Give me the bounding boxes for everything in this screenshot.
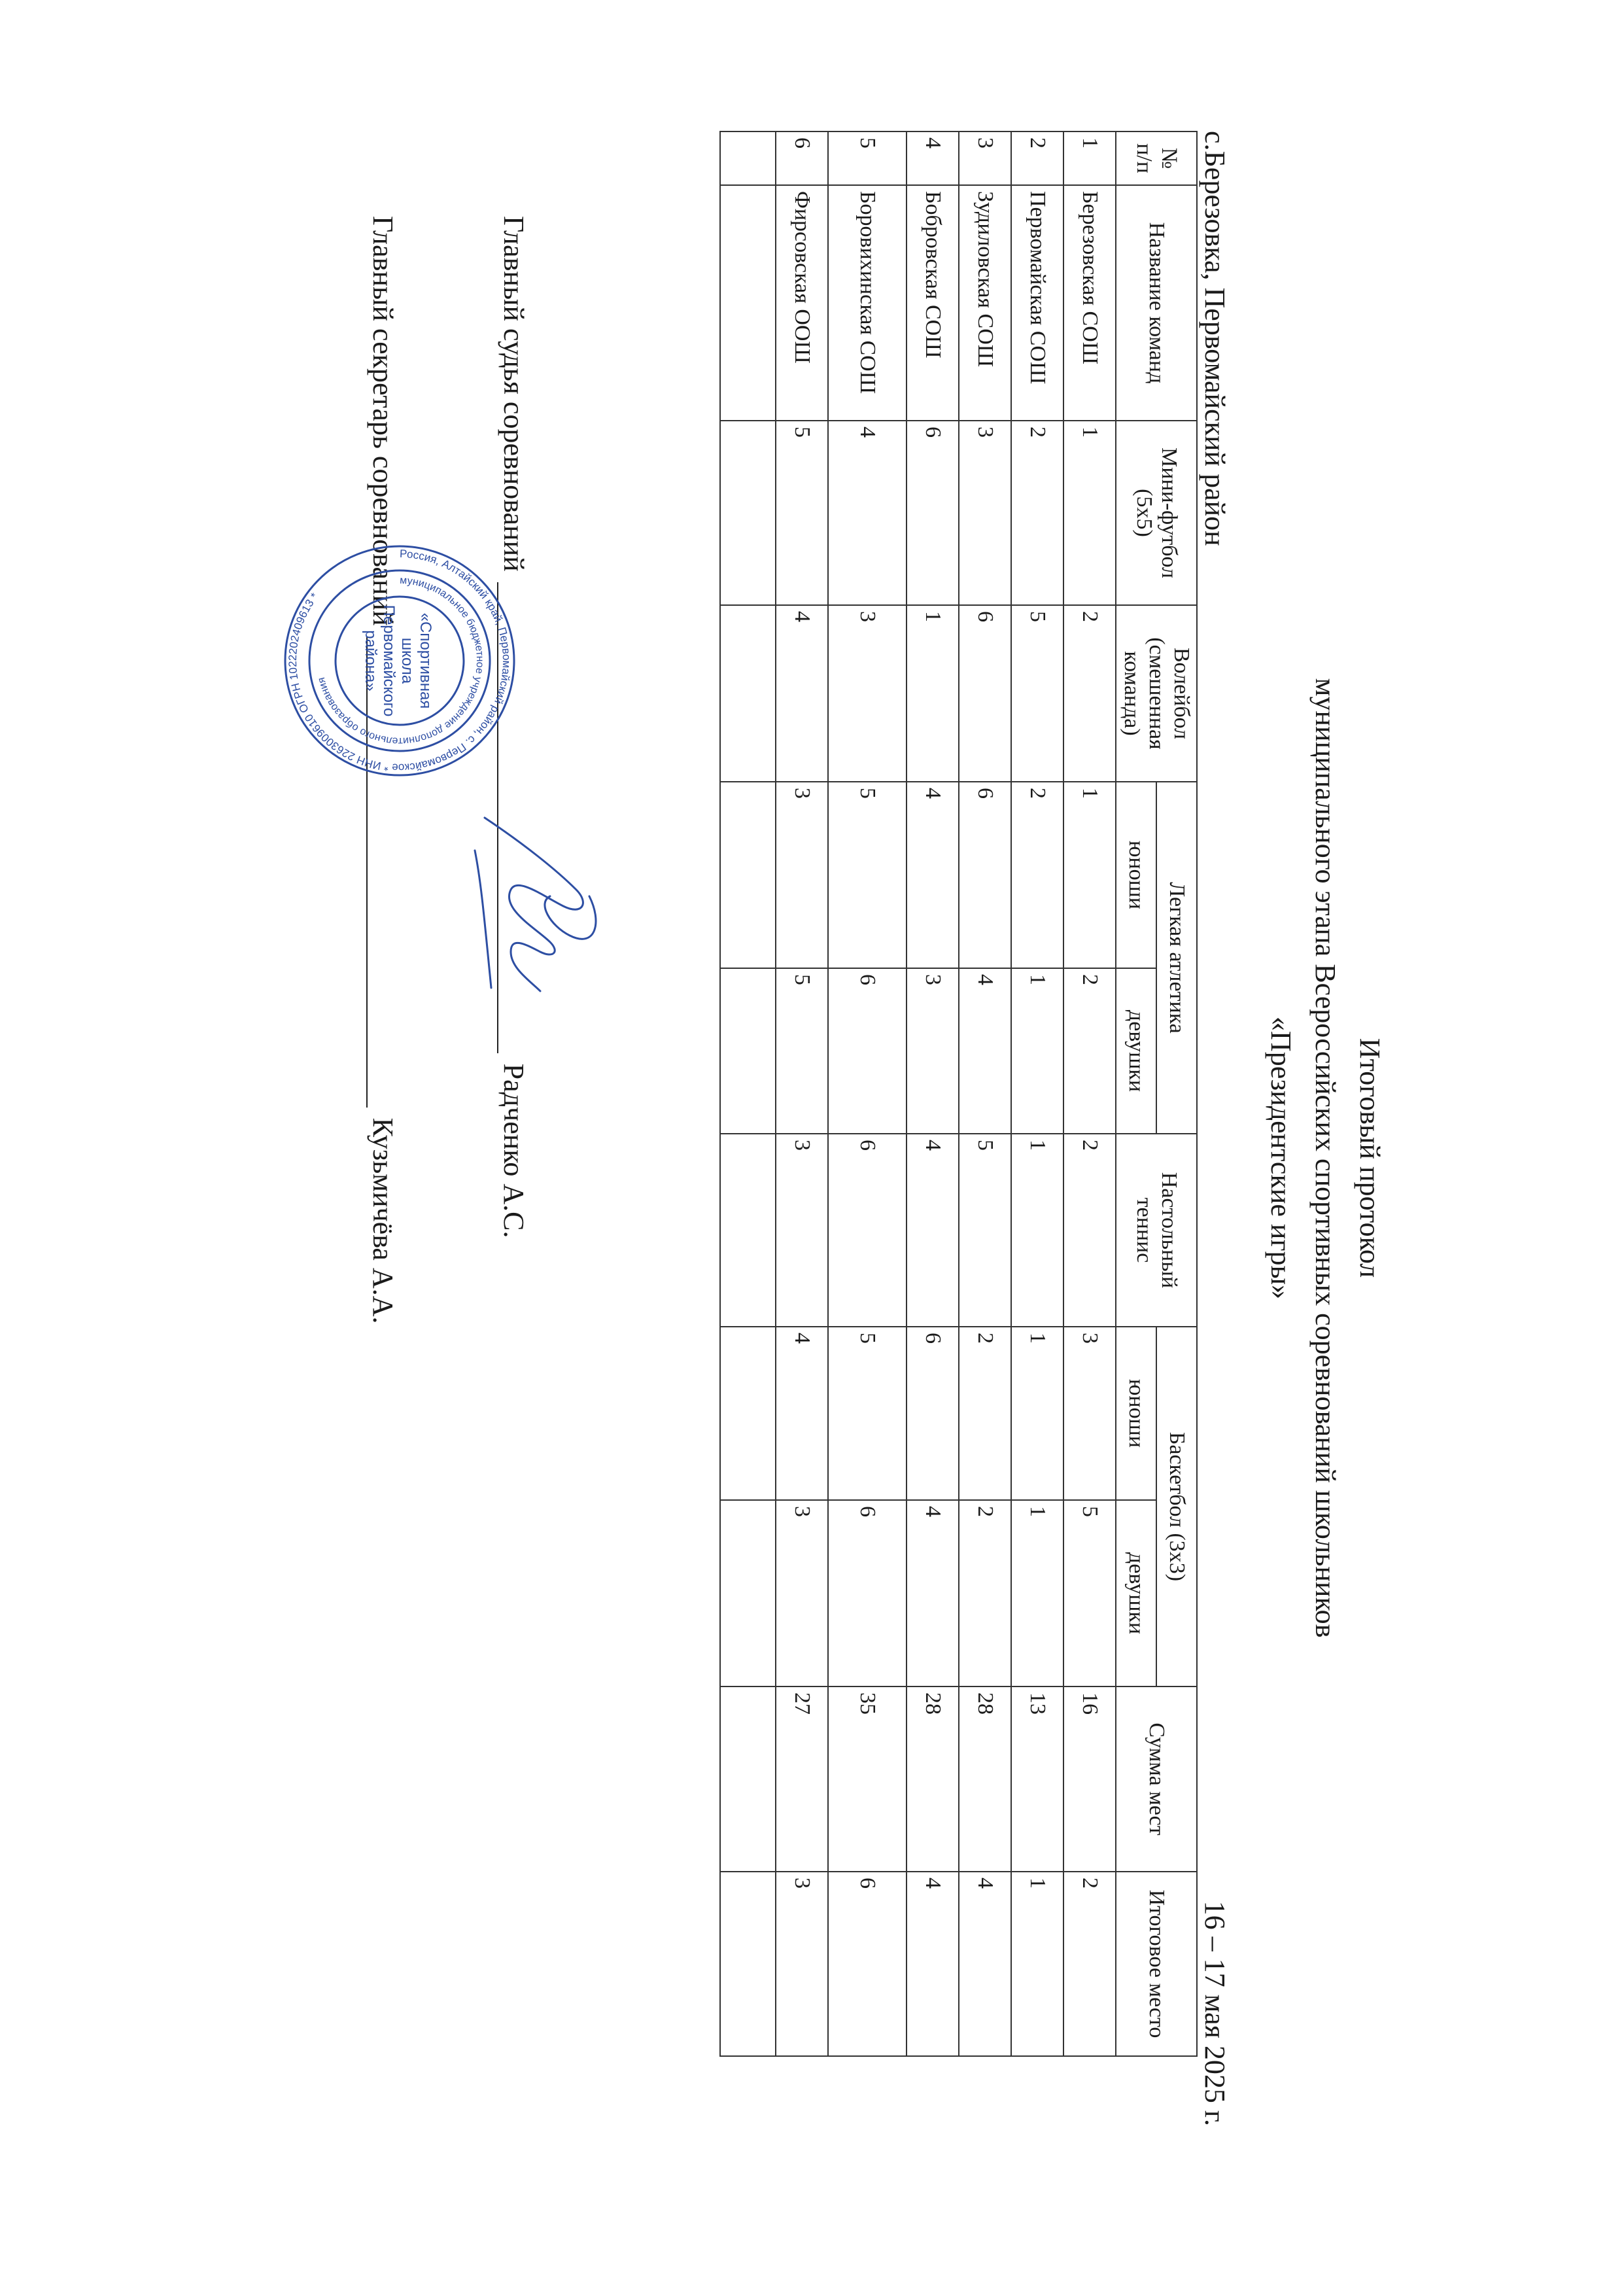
cell-athletics-boys: 5 xyxy=(828,782,907,968)
table-row xyxy=(1011,131,1063,2056)
stamp-ring-text: муниципальное бюджетное учреждение дополнительного образования xyxy=(315,574,486,747)
judge-label: Главный судья соревнований xyxy=(498,216,530,572)
cell-volleyball: 1 xyxy=(907,605,959,782)
cell-basketball-girls: 1 xyxy=(1011,1500,1063,1687)
cell-tennis: 1 xyxy=(1011,1134,1063,1327)
protocol-sheet xyxy=(177,111,1387,2205)
header-athletics: Легкая атлетика xyxy=(1156,782,1197,1134)
competition-name: «Президентские игры» xyxy=(1265,1016,1297,1300)
cell-football: 1 xyxy=(1063,421,1116,605)
cell-volleyball: 2 xyxy=(1063,605,1116,782)
table-row xyxy=(959,131,1011,2056)
cell-final: 2 xyxy=(1063,1872,1116,2056)
cell-sum: 28 xyxy=(907,1687,959,1872)
cell-final: 3 xyxy=(776,1872,828,2056)
cell-basketball-girls: 4 xyxy=(907,1500,959,1687)
header-final: Итоговое место xyxy=(1116,1872,1197,2056)
cell-basketball-boys: 3 xyxy=(1063,1327,1116,1500)
team-name: Березовская СОШ xyxy=(1063,185,1116,421)
cell-football: 2 xyxy=(1011,421,1063,605)
cell-sum: 35 xyxy=(828,1687,907,1872)
secretary-label: Главный секретарь соревнований xyxy=(367,216,399,626)
document-subtitle: муниципального этапа Всероссийских спортивных соревнований школьников xyxy=(1309,678,1341,1638)
header-football: Мини-футбол (5х5) xyxy=(1116,421,1197,605)
team-name: Первомайская СОШ xyxy=(1011,185,1063,421)
header-athletics-boys: юноши xyxy=(1116,782,1156,968)
cell-sum: 28 xyxy=(959,1687,1011,1872)
cell-basketball-girls: 6 xyxy=(828,1500,907,1687)
team-name: Зудиловская СОШ xyxy=(959,185,1011,421)
cell-basketball-girls: 2 xyxy=(959,1500,1011,1687)
row-num: 2 xyxy=(1011,131,1063,185)
judge-name: Радченко А.С. xyxy=(498,1063,530,1238)
cell-basketball-boys: 6 xyxy=(907,1327,959,1500)
cell-final: 1 xyxy=(1011,1872,1063,2056)
stamp-center-line4: района» xyxy=(362,630,379,691)
row-num: 5 xyxy=(828,131,907,185)
header-tennis: Настольный теннис xyxy=(1116,1134,1197,1327)
cell-volleyball: 4 xyxy=(776,605,828,782)
cell-football: 6 xyxy=(907,421,959,605)
cell-football: 4 xyxy=(828,421,907,605)
stamp-center-line2: школа xyxy=(398,637,416,684)
cell-sum: 27 xyxy=(776,1687,828,1872)
cell-athletics-boys: 6 xyxy=(959,782,1011,968)
cell-athletics-boys: 4 xyxy=(907,782,959,968)
location: с.Березовка, Первомайский район xyxy=(1199,131,1231,546)
team-name: Боровихинская СОШ xyxy=(828,185,907,421)
cell-sum: 13 xyxy=(1011,1687,1063,1872)
cell-basketball-girls: 3 xyxy=(776,1500,828,1687)
cell-volleyball: 6 xyxy=(959,605,1011,782)
cell-tennis: 4 xyxy=(907,1134,959,1327)
table-row xyxy=(1063,131,1116,2056)
stamp-center-line1: «Спортивная xyxy=(417,612,434,709)
table-row xyxy=(776,131,828,2056)
header-basketball-boys: юноши xyxy=(1116,1327,1156,1500)
cell-tennis: 2 xyxy=(1063,1134,1116,1327)
cell-athletics-girls: 4 xyxy=(959,968,1011,1134)
cell-athletics-girls: 6 xyxy=(828,968,907,1134)
cell-sum: 16 xyxy=(1063,1687,1116,1872)
cell-athletics-girls: 3 xyxy=(907,968,959,1134)
header-volleyball: Волейбол (смешенная команда) xyxy=(1116,605,1197,782)
team-name: Фирсовская ООШ xyxy=(776,185,828,421)
cell-football: 5 xyxy=(776,421,828,605)
cell-volleyball: 5 xyxy=(1011,605,1063,782)
secretary-name: Кузьмичёва А.А. xyxy=(367,1117,399,1324)
row-num: 4 xyxy=(907,131,959,185)
cell-tennis: 5 xyxy=(959,1134,1011,1327)
dates: 16 – 17 мая 2025 г. xyxy=(1199,1900,1231,2126)
handwritten-signature xyxy=(458,792,615,1014)
cell-basketball-boys: 1 xyxy=(1011,1327,1063,1500)
cell-basketball-boys: 5 xyxy=(828,1327,907,1500)
cell-athletics-boys: 1 xyxy=(1063,782,1116,968)
header-athletics-girls: девушки xyxy=(1116,968,1156,1134)
cell-football: 3 xyxy=(959,421,1011,605)
table-row xyxy=(828,131,907,2056)
cell-athletics-boys: 3 xyxy=(776,782,828,968)
cell-basketball-boys: 2 xyxy=(959,1327,1011,1500)
cell-tennis: 3 xyxy=(776,1134,828,1327)
cell-tennis: 6 xyxy=(828,1134,907,1327)
row-num: 3 xyxy=(959,131,1011,185)
official-stamp xyxy=(282,543,517,778)
row-num: 1 xyxy=(1063,131,1116,185)
cell-final: 4 xyxy=(959,1872,1011,2056)
stamp-outer-text: Россия, Алтайский край, Первомайский район, с. Первомайское * ИНН 2263009610 ОГРН 1022202409613 * xyxy=(286,547,513,775)
cell-athletics-girls: 1 xyxy=(1011,968,1063,1134)
table-row-empty xyxy=(720,131,776,2056)
cell-athletics-boys: 2 xyxy=(1011,782,1063,968)
header-num: № п/п xyxy=(1116,131,1197,185)
team-name: Бобровская СОШ xyxy=(907,185,959,421)
cell-final: 6 xyxy=(828,1872,907,2056)
cell-basketball-boys: 4 xyxy=(776,1327,828,1500)
header-team: Название команд xyxy=(1116,185,1197,421)
cell-final: 4 xyxy=(907,1872,959,2056)
stamp-center-line3: Первомайского xyxy=(380,604,398,717)
header-sum: Сумма мест xyxy=(1116,1687,1197,1872)
results-table xyxy=(719,131,1198,2057)
header-basketball: Баскетбол (3х3) xyxy=(1156,1327,1197,1687)
table-row xyxy=(907,131,959,2056)
document-title: Итоговый протокол xyxy=(1354,1038,1386,1278)
cell-basketball-girls: 5 xyxy=(1063,1500,1116,1687)
cell-volleyball: 3 xyxy=(828,605,907,782)
header-basketball-girls: девушки xyxy=(1116,1500,1156,1687)
header-row xyxy=(1156,131,1197,2056)
cell-athletics-girls: 2 xyxy=(1063,968,1116,1134)
row-num: 6 xyxy=(776,131,828,185)
cell-athletics-girls: 5 xyxy=(776,968,828,1134)
